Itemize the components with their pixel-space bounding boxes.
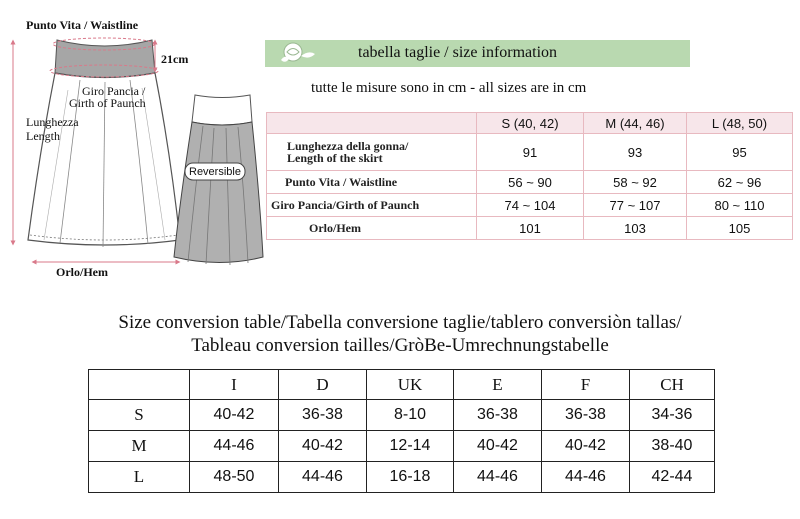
size-info-header [265,40,690,67]
row-label-waist-text: Punto Vita / Waistline [285,175,398,189]
conv-col-header: I [190,370,279,400]
table-row [89,462,715,493]
table-cell: 40-42 [454,431,542,462]
table-cell: 40-42 [190,400,279,431]
table-cell: 48-50 [190,462,279,493]
table-row [267,134,793,171]
size-measure-table [266,112,793,240]
table-cell: 93 [584,134,687,171]
table-cell: 62 ~ 96 [687,171,793,194]
table-cell: 36-38 [454,400,542,431]
conversion-header-row [89,370,715,400]
table-cell: 44-46 [279,462,367,493]
conv-col-header: UK [367,370,454,400]
conversion-table [88,369,715,493]
table-cell: 40-42 [279,431,367,462]
row-label-waist [267,171,477,194]
paunch-label-line-1: Giro Pancia / [82,84,146,98]
size-table-header-row [267,113,793,134]
table-cell: 16-18 [367,462,454,493]
table-cell: 36-38 [542,400,630,431]
length-label-line-2: Length [26,129,60,143]
table-cell: 56 ~ 90 [477,171,584,194]
conv-col-header: F [542,370,630,400]
table-row [89,400,715,431]
conversion-title-line-2: Tableau conversion tailles/GròBe-Umrechnungstabelle [191,335,609,356]
size-info-title: tabella taglie / size information [358,44,558,61]
waistband-shape [55,40,155,78]
table-cell: 101 [477,217,584,240]
hem-label: Orlo/Hem [56,265,108,279]
row-label-length-line-2: Length of the skirt [287,151,383,165]
table-cell: 105 [687,217,793,240]
table-cell: 38-40 [630,431,715,462]
table-row [89,431,715,462]
table-cell: 80 ~ 110 [687,194,793,217]
conversion-title-line-1: Size conversion table/Tabella conversione taglie/tablero conversiòn tallas/ [118,312,682,333]
table-cell: 77 ~ 107 [584,194,687,217]
table-cell: 44-46 [454,462,542,493]
row-label-paunch [267,194,477,217]
length-label-line-1: Lunghezza [26,115,79,129]
band-height-label: 21cm [161,52,189,66]
conv-col-header: E [454,370,542,400]
conv-row-label: M [89,431,190,462]
units-note: tutte le misure sono in cm - all sizes are in cm [311,80,587,96]
row-label-hem [267,217,477,240]
row-label-length [267,134,477,171]
paunch-label-line-2: Girth of Paunch [69,96,146,110]
table-row [267,171,793,194]
conv-row-label: L [89,462,190,493]
table-cell: 8-10 [367,400,454,431]
table-cell: 44-46 [542,462,630,493]
row-label-paunch-text: Giro Pancia/Girth of Paunch [271,198,420,212]
table-cell: 58 ~ 92 [584,171,687,194]
size-col-header-s: S (40, 42) [477,113,584,134]
table-cell: 95 [687,134,793,171]
table-cell: 91 [477,134,584,171]
table-cell: 36-38 [279,400,367,431]
size-col-header-l: L (48, 50) [687,113,793,134]
skirt-diagram [0,0,265,290]
conv-col-header: CH [630,370,715,400]
reversible-label: Reversible [189,166,241,178]
rose-icon [271,40,321,67]
table-cell: 74 ~ 104 [477,194,584,217]
table-cell: 40-42 [542,431,630,462]
row-label-length-line-1: Lunghezza della gonna/ [287,139,409,153]
table-row [267,217,793,240]
table-cell: 34-36 [630,400,715,431]
reversible-skirt-body-shape [174,122,263,263]
table-cell: 44-46 [190,431,279,462]
skirt-illustration [0,0,265,290]
reversible-waistband-shape [192,95,252,125]
conversion-corner [89,370,190,400]
conv-col-header: D [279,370,367,400]
row-label-hem-text: Orlo/Hem [309,221,361,235]
size-col-header-m: M (44, 46) [584,113,687,134]
table-cell: 103 [584,217,687,240]
size-table-corner [267,113,477,134]
table-cell: 12-14 [367,431,454,462]
table-cell: 42-44 [630,462,715,493]
table-row [267,194,793,217]
waist-label: Punto Vita / Waistline [26,18,139,32]
conv-row-label: S [89,400,190,431]
